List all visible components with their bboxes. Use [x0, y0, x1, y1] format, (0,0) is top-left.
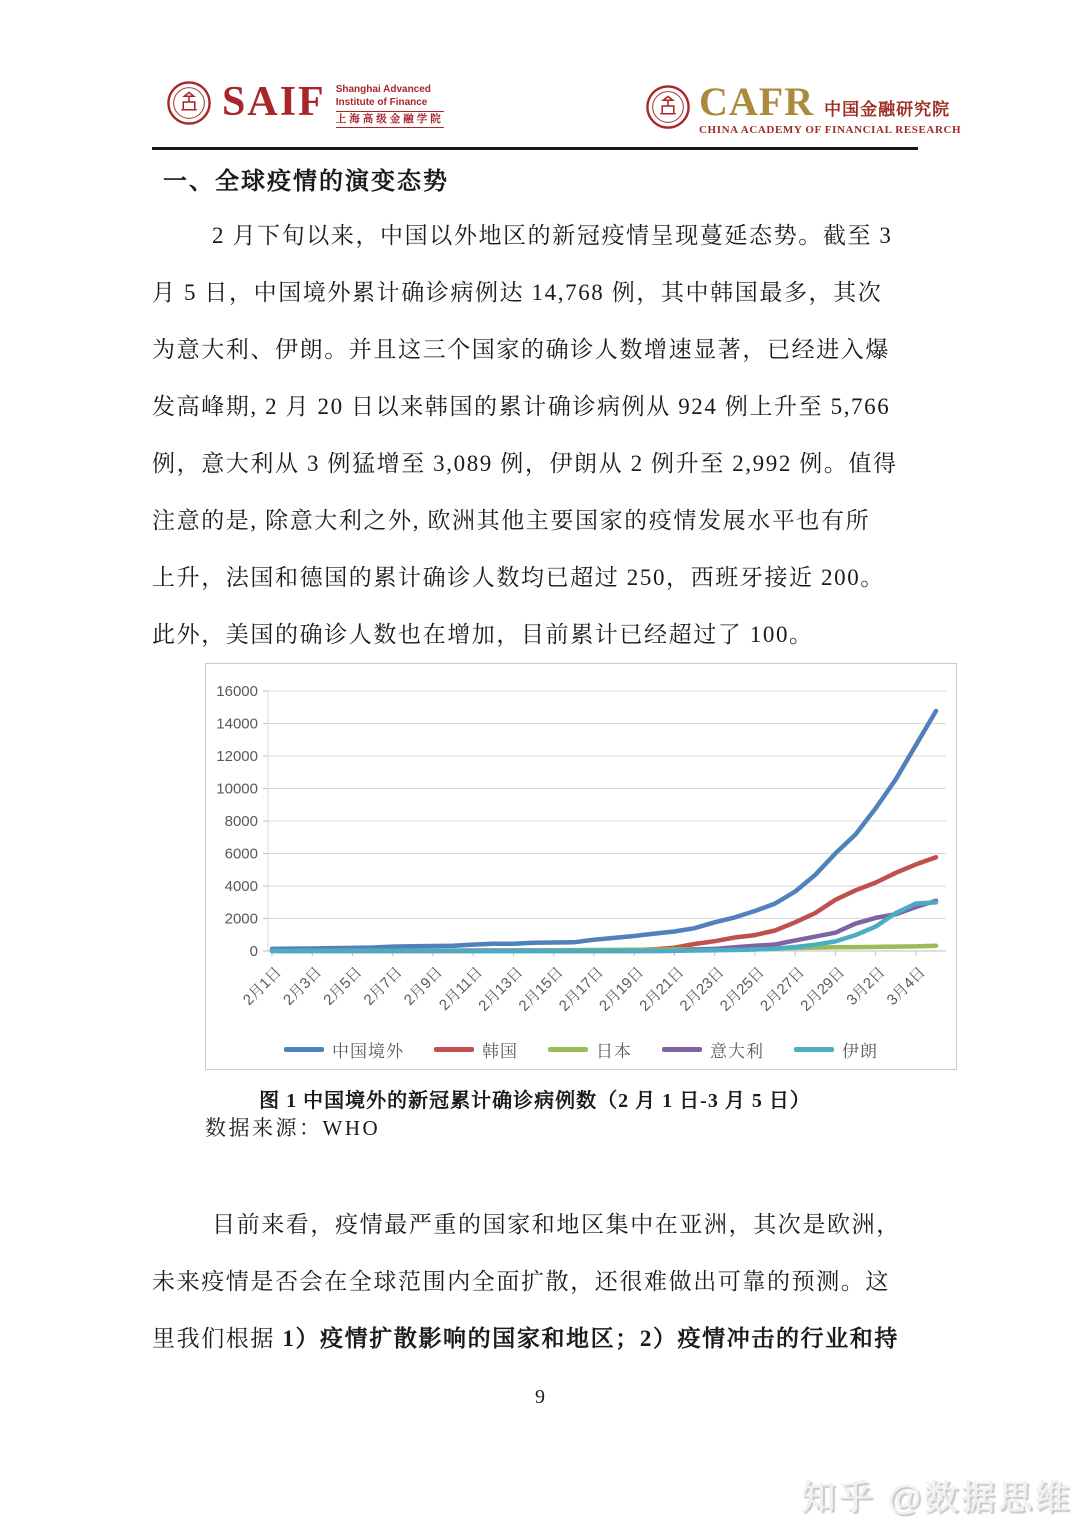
legend-item — [548, 1037, 632, 1062]
figure-source: 数据来源：WHO — [205, 1116, 381, 1140]
series-line-伊朗 — [272, 902, 936, 951]
chart-box — [205, 663, 957, 1070]
paragraph-2 — [152, 1196, 952, 1367]
x-tick-label: 2月19日 — [596, 963, 648, 1015]
legend-label: 伊朗 — [842, 1042, 878, 1061]
x-tick-label: 2月27日 — [757, 963, 808, 1015]
legend-label: 中国境外 — [332, 1042, 404, 1061]
legend-swatch-icon — [548, 1047, 588, 1052]
text-line: 2 月下旬以来，中国以外地区的新冠疫情呈现蔓延态势。截至 3 — [212, 223, 893, 248]
text-line: 里我们根据 1）疫情扩散影响的国家和地区；2）疫情冲击的行业和持 — [152, 1326, 899, 1351]
saif-wordmark: SAIF — [222, 79, 326, 125]
text-line: 注意的是, 除意大利之外, 欧洲其他主要国家的疫情发展水平也有所 — [152, 508, 871, 533]
figure-caption: 图 1 中国境外的新冠累计确诊病例数（2 月 1 日-3 月 5 日） — [259, 1090, 811, 1112]
legend-label: 意大利 — [710, 1042, 764, 1061]
legend-swatch-icon — [794, 1047, 834, 1052]
legend-label: 日本 — [596, 1042, 632, 1061]
y-tick-label: 10000 — [216, 780, 258, 798]
text-line: 月 5 日，中国境外累计确诊病例达 14,768 例，其中韩国最多，其次 — [152, 280, 883, 305]
series-line-意大利 — [272, 901, 936, 951]
y-tick-label: 8000 — [224, 813, 258, 830]
text-line: 上升，法国和德国的累计确诊人数均已超过 250，西班牙接近 200。 — [152, 565, 885, 590]
cafr-chinese-name: 中国金融研究院 — [824, 100, 951, 119]
x-tick-label: 2月23日 — [676, 963, 728, 1015]
y-tick-label: 6000 — [224, 845, 258, 863]
x-tick-label: 2月21日 — [636, 963, 688, 1015]
text-line: 为意大利、伊朗。并且这三个国家的确诊人数增速显著，已经进入爆 — [152, 337, 890, 362]
legend-item — [794, 1037, 878, 1062]
x-tick-label: 3月4日 — [883, 963, 929, 1009]
x-tick-label: 2月9日 — [400, 963, 446, 1009]
paragraph-1 — [152, 207, 952, 663]
cafr-wordmark: CAFR — [699, 79, 815, 124]
saif-subtext-line1: Shanghai Advanced — [335, 84, 431, 95]
cafr-seal-icon — [645, 84, 691, 130]
x-tick-label: 2月7日 — [360, 963, 406, 1009]
legend-swatch-icon — [284, 1047, 324, 1052]
x-tick-label: 2月5日 — [320, 963, 366, 1009]
chart-legend — [206, 1037, 956, 1062]
x-tick-label: 2月25日 — [716, 963, 768, 1015]
saif-logo — [166, 80, 444, 128]
x-tick-label: 2月15日 — [515, 963, 567, 1015]
x-tick-label: 2月29日 — [797, 963, 849, 1015]
text-line: 目前来看，疫情最严重的国家和地区集中在亚洲，其次是欧洲， — [212, 1212, 901, 1237]
x-tick-label: 3月2日 — [843, 963, 889, 1009]
y-tick-label: 12000 — [216, 748, 258, 765]
legend-swatch-icon — [434, 1047, 474, 1052]
series-line-中国境外 — [272, 711, 936, 949]
header-rule — [152, 147, 918, 150]
x-tick-label: 2月11日 — [435, 963, 487, 1014]
y-tick-label: 4000 — [224, 878, 258, 895]
watermark: 知乎 @数据思维 — [801, 1479, 1072, 1517]
cafr-logo — [645, 79, 962, 136]
page-number: 9 — [535, 1386, 545, 1408]
y-tick-label: 2000 — [224, 910, 258, 928]
y-tick-label: 14000 — [216, 715, 258, 733]
text-line: 例，意大利从 3 例猛增至 3,089 例，伊朗从 2 例升至 2,992 例。值得 — [152, 451, 898, 476]
text-line: 未来疫情是否会在全球范围内全面扩散，还很难做出可靠的预测。这 — [152, 1269, 890, 1294]
covid-line-chart — [206, 664, 956, 1036]
legend-swatch-icon — [662, 1047, 702, 1052]
saif-subtext — [336, 83, 444, 128]
y-tick-label: 0 — [249, 943, 258, 960]
x-tick-label: 2月17日 — [555, 963, 607, 1015]
x-tick-label: 2月3日 — [280, 963, 326, 1009]
saif-chinese-name: 上海高级金融学院 — [336, 111, 444, 128]
legend-item — [434, 1037, 518, 1062]
section-heading: 一、全球疫情的演变态势 — [163, 169, 449, 195]
legend-label: 韩国 — [482, 1042, 518, 1061]
saif-seal-icon — [166, 80, 212, 126]
x-tick-label: 2月13日 — [475, 963, 527, 1015]
legend-item — [662, 1037, 764, 1062]
legend-item — [284, 1037, 404, 1062]
text-line: 此外，美国的确诊人数也在增加，目前累计已经超过了 100。 — [152, 622, 814, 647]
x-tick-label: 2月1日 — [239, 963, 285, 1009]
saif-subtext-line2: Institute of Finance — [335, 97, 428, 108]
y-tick-label: 16000 — [216, 683, 258, 700]
cafr-english-name: CHINA ACADEMY OF FINANCIAL RESEARCH — [699, 124, 962, 136]
text-line: 发高峰期, 2 月 20 日以来韩国的累计确诊病例从 924 例上升至 5,766 — [152, 394, 891, 419]
